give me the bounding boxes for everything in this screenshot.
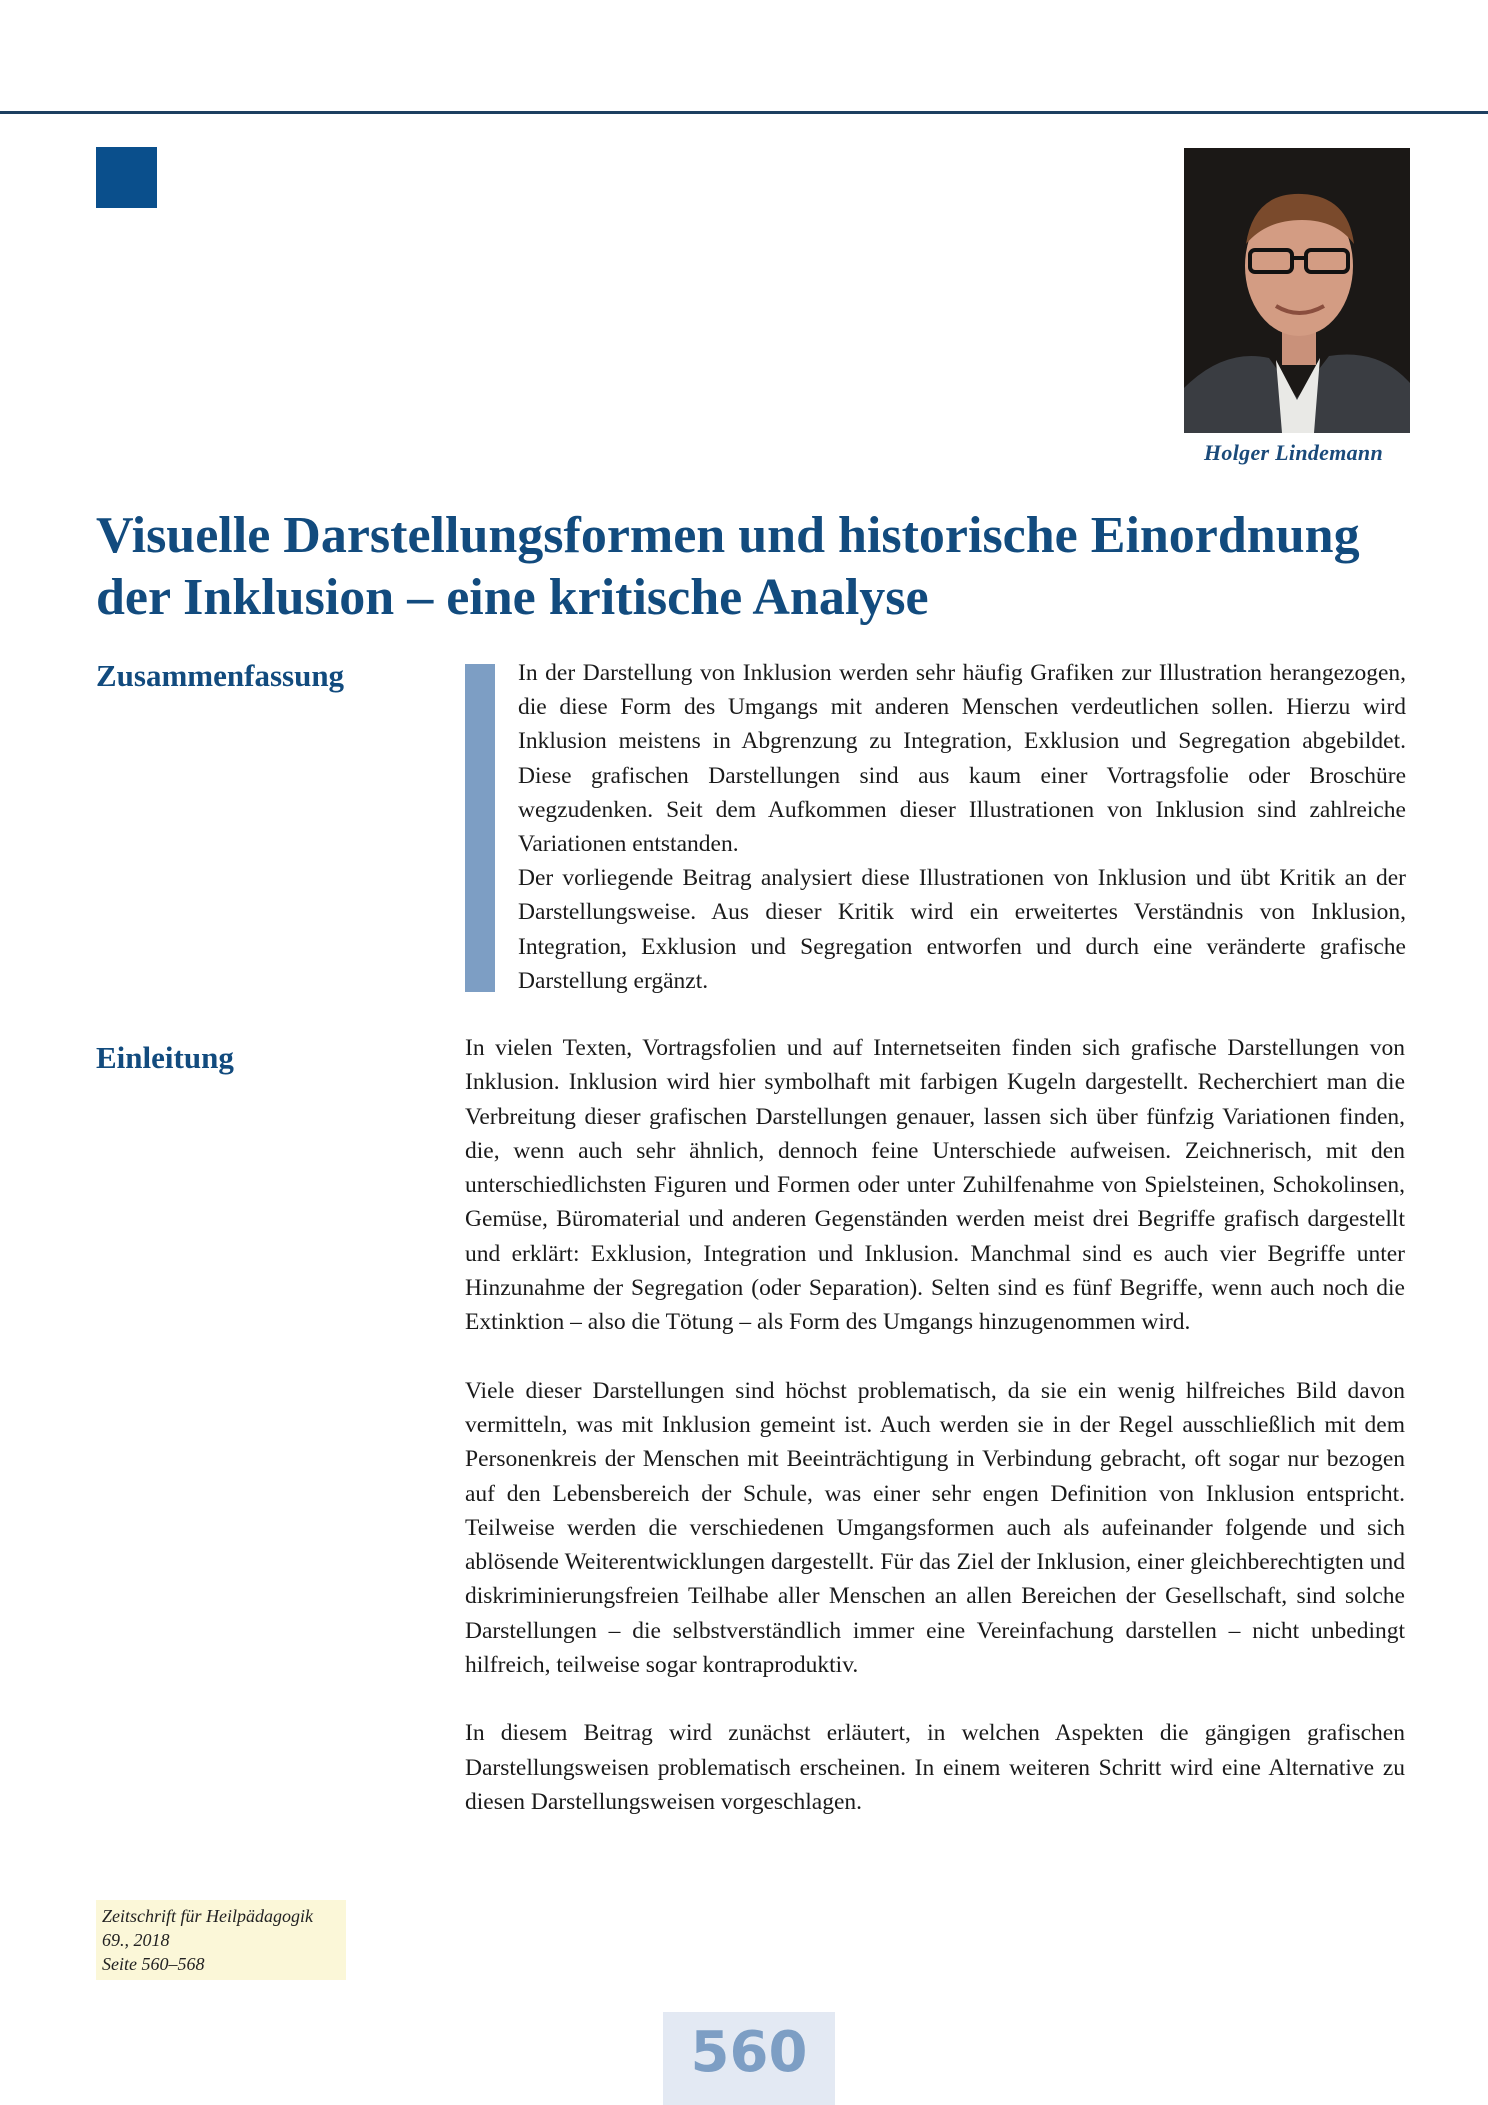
article-title [96, 505, 1396, 629]
abstract [518, 656, 1406, 998]
section-marker-square [96, 147, 157, 208]
summary-heading: Zusammenfassung [96, 658, 345, 693]
abstract-paragraph: Der vorliegende Beitrag analysiert diese Illustrationen von Inklusion und übt Kritik an der Darstellungsweise. Aus dieser Kritik wird ein erweitertes Verständnis von Inklusion, Integration, Exklusion und Segregation entworfen und durch eine veränderte grafische Darstellung ergänzt. [518, 865, 1406, 994]
title-line-1: Visuelle Darstellungsformen und historische Einordnung [96, 507, 1360, 564]
body-paragraph: In vielen Texten, Vortragsfolien und auf Internetseiten finden sich grafische Darstellungen von Inklusion. Inklusion wird hier symbolhaft mit farbigen Kugeln dargestellt. Recherchiert man die Verbreitung dieser grafischen Darstellungen genauer, lassen sich über fünfzig Variationen finden, die, wenn auch sehr ähnlich, dennoch feine Unterschiede aufweisen. Zeichnerisch, mit den unterschiedlichsten Figuren und Formen oder unter Zuhilfenahme von Spielsteinen, Schokolinsen, Gemüse, Büromaterial und anderen Gegenständen werden meist drei Begriffe grafisch dargestellt und erklärt: Exklusion, Integration und Inklusion. Manchmal sind es auch vier Begriffe unter Hinzunahme der Segregation (oder Separation). Selten sind es fünf Begriffe, wenn auch noch die Extinktion – also die Tötung – als Form des Umgangs hinzugenommen wird. [465, 1035, 1405, 1336]
body-paragraph: In diesem Beitrag wird zunächst erläutert, in welchen Aspekten die gängigen grafischen Darstellungsweisen problematisch erscheinen. In einem weiteren Schritt wird eine Alternative zu diesen Darstellungsweisen vorgeschlagen. [465, 1720, 1405, 1815]
author-photo [1184, 148, 1410, 433]
top-rule [0, 111, 1488, 114]
abstract-accent-bar [465, 664, 495, 992]
journal-name: Zeitschrift für Heilpädagogik [102, 1906, 313, 1926]
body-paragraph: Viele dieser Darstellungen sind höchst problematisch, da sie ein wenig hilfreiches Bild davon vermitteln, was mit Inklusion gemeint ist. Auch werden sie in der Regel ausschließlich mit dem Personenkreis der Menschen mit Beeinträchtigung in Verbindung gebracht, oft sogar nur bezogen auf den Lebensbereich der Schule, was einer sehr engen Definition von Inklusion entspricht. Teilweise werden die verschiedenen Umgangsformen auch als aufeinander folgende und sich ablösende Weiterentwicklungen dargestellt. Für das Ziel der Inklusion, einer gleichberechtigten und diskriminierungsfreien Teilhabe aller Menschen an allen Bereichen der Gesellschaft, sind solche Darstellungen – die selbstverständlich immer eine Vereinfachung darstellen – nicht unbedingt hilfreich, teilweise sogar kontraproduktiv. [465, 1377, 1405, 1679]
abstract-paragraph: In der Darstellung von Inklusion werden sehr häufig Grafiken zur Illustration herangezogen, die diese Form des Umgangs mit anderen Menschen verdeutlichen sollen. Hierzu wird Inklusion meistens in Abgrenzung zu Integration, Exklusion und Segregation abgebildet. Diese grafischen Darstellungen sind aus kaum einer Vortragsfolie oder Broschüre wegzudenken. Seit dem Aufkommen dieser Illustrationen von Inklusion sind zahlreiche Variationen entstanden. [518, 660, 1406, 858]
journal-volume: 69., 2018 [102, 1930, 170, 1950]
author-photo-illustration [1184, 148, 1410, 433]
journal-pages: Seite 560–568 [102, 1954, 205, 1974]
page-number: 560 [663, 2012, 835, 2105]
title-line-2: der Inklusion – eine kritische Analyse [96, 569, 929, 626]
journal-citation [96, 1900, 346, 1980]
intro-heading: Einleitung [96, 1040, 234, 1075]
author-name: Holger Lindemann [1204, 440, 1383, 465]
intro-body [465, 1031, 1405, 1853]
